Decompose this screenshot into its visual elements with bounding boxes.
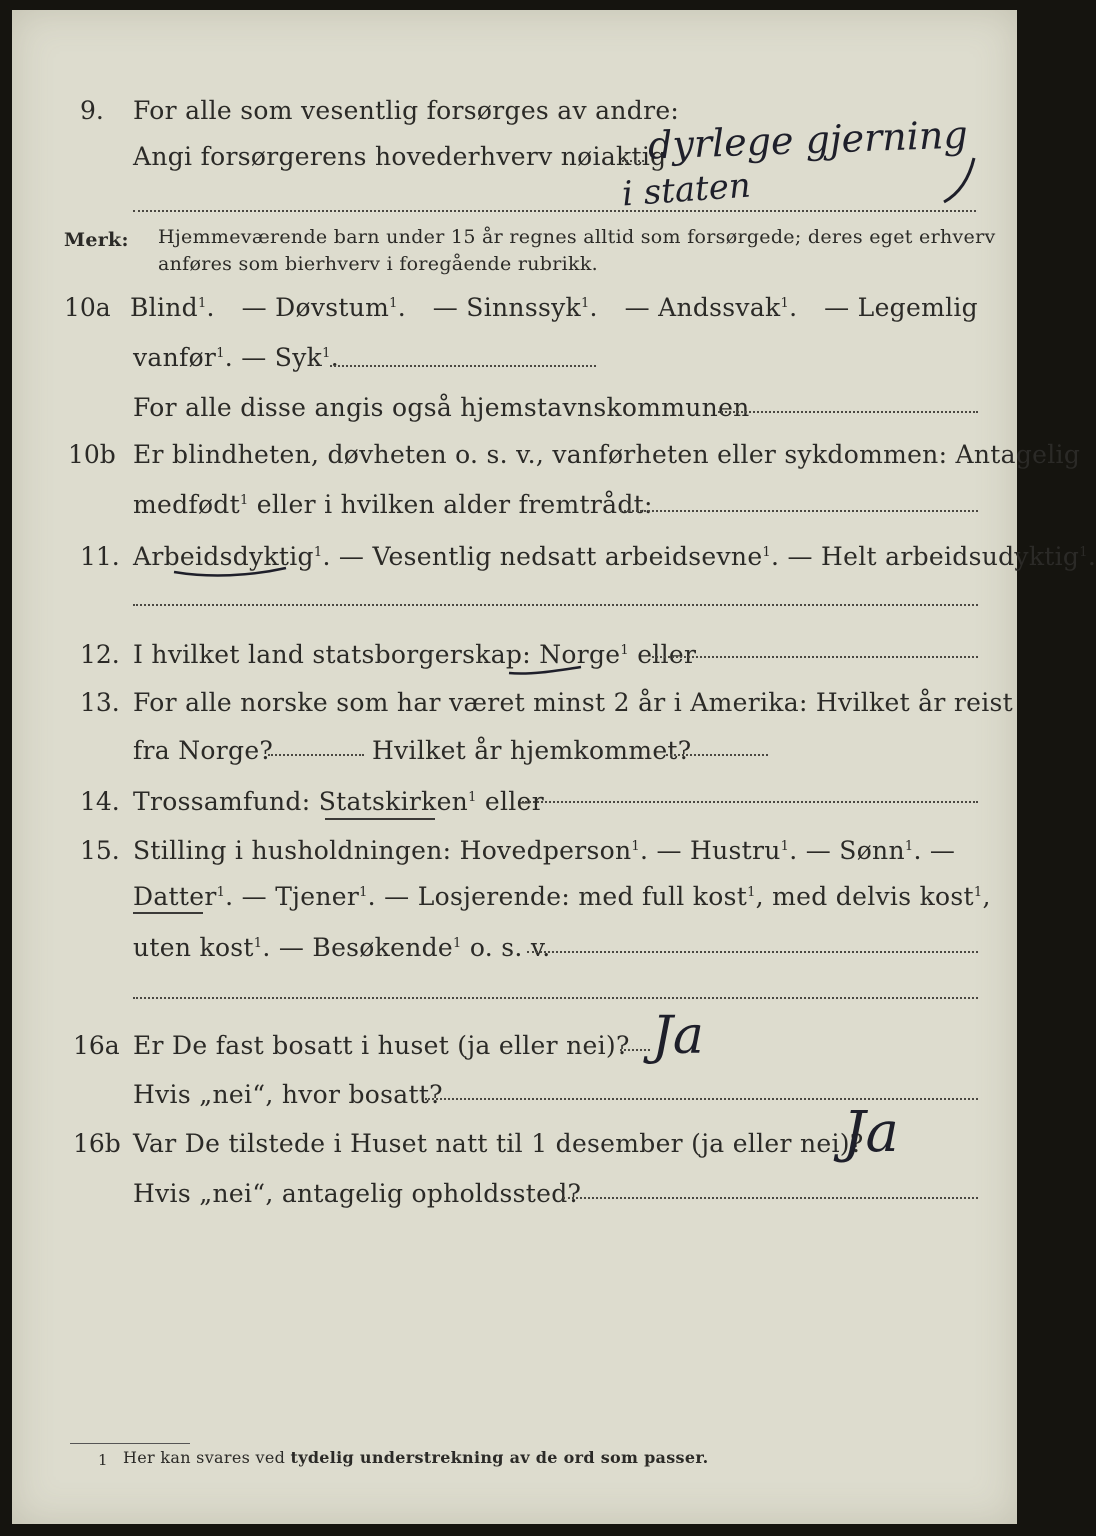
q11-dotline [133, 604, 978, 606]
q16a-dotline-1 [620, 1049, 650, 1051]
footnote-mark: 1 [98, 1451, 108, 1469]
q16b-number: 16b [73, 1129, 121, 1158]
q16b-dotline [563, 1197, 978, 1199]
q12-norge: Norge [539, 640, 621, 669]
q9-number: 9. [80, 96, 104, 125]
q16a-line1: Er De fast bosatt i huset (ja eller nei)? [133, 1031, 630, 1060]
q10a-hjemstavn-dotline [718, 411, 978, 413]
q11-arbeidsdyktig: Arbeidsdyktig [133, 542, 314, 571]
q15-number: 15. [80, 836, 120, 865]
q16b-line2: Hvis „nei“, antagelig opholdssted? [133, 1179, 582, 1208]
q10a-syk-dotline [330, 365, 596, 367]
merk-label: Merk: [64, 229, 129, 251]
q13-line2-a: fra Norge? [133, 736, 274, 765]
q9-second-dotline [133, 210, 976, 212]
merk-line1: Hjemmeværende barn under 15 år regnes alltid som forsørgede; deres eget erhverv [158, 226, 996, 248]
q16b-handwritten-answer: Ja [843, 1100, 899, 1165]
q10b-dotline [620, 510, 978, 512]
q9-handwritten-answer-1: dyrlege gjerning [647, 112, 969, 168]
q16a-number: 16a [73, 1031, 120, 1060]
q9-answer-dotline [622, 160, 644, 162]
q15-line2: Datter$^1$. — Tjener$^1$. — Losjerende: med full kost$^1$, med delvis kost$^1$, [133, 882, 991, 911]
q13-number: 13. [80, 688, 120, 717]
q10a-dovstum: — Døvstum$^1$. [241, 293, 406, 322]
q14-statskirken: Statskirken [318, 787, 469, 816]
q15-datter: Datter [133, 882, 217, 911]
q13-line1: For alle norske som har været minst 2 år i Amerika: Hvilket år reist [133, 688, 1014, 717]
q10a-line1 [130, 293, 978, 322]
q10a-number: 10a [64, 293, 111, 322]
footnote-rule [70, 1443, 190, 1444]
q10a-line3: For alle disse angis også hjemstavnskommunen [133, 393, 750, 422]
q10a-blind: Blind$^1$. [130, 293, 215, 322]
q11-underline-stroke-icon [170, 560, 290, 582]
q15-dotline-2 [133, 997, 978, 999]
q14-dotline [522, 801, 978, 803]
q13-line2-b: Hvilket år hjemkommet? [372, 736, 692, 765]
q16a-line2: Hvis „nei“, hvor bosatt? [133, 1080, 443, 1109]
q12-dotline [652, 656, 978, 658]
q12-line: I hvilket land statsborgerskap: Norge$^1$ eller [133, 640, 697, 669]
q15-dotline-1 [527, 951, 978, 953]
q9-line1: For alle som vesentlig forsørges av andre: [133, 96, 680, 125]
q10b-line2: medfødt$^1$ eller i hvilken alder fremtrådt: [133, 490, 653, 519]
q15-underline [133, 912, 203, 914]
handwritten-stroke-icon [940, 150, 980, 210]
q11-line: Arbeidsdyktig$^1$. — Vesentlig nedsatt arbeidsevne$^1$. — Helt arbeidsudyktig$^1$. [133, 542, 1096, 571]
q10a-sinnssyk: — Sinnssyk$^1$. [432, 293, 598, 322]
q12-underline-stroke-icon [505, 663, 585, 679]
q14-underline [325, 818, 435, 820]
q16b-line1: Var De tilstede i Huset natt til 1 desember (ja eller nei)? [133, 1129, 864, 1158]
q10b-number: 10b [68, 440, 116, 469]
q13-reist-dotline [268, 754, 364, 756]
q10a-line2: vanfør$^1$. — Syk$^1$. [133, 343, 339, 372]
q14-line: Trossamfund: Statskirken$^1$ eller [133, 787, 544, 816]
q15-line3: uten kost$^1$. — Besøkende$^1$ o. s. v. [133, 933, 551, 962]
merk-line2: anføres som bierhverv i foregående rubrikk. [158, 253, 598, 275]
q11-number: 11. [80, 542, 120, 571]
q16a-handwritten-answer: Ja [652, 1006, 704, 1066]
q9-handwritten-answer-2: i staten [620, 165, 752, 215]
q13-hjemkommet-dotline [666, 754, 768, 756]
q9-line2: Angi forsørgerens hovederhverv nøiaktig [133, 142, 667, 171]
q10a-andssvak: — Andssvak$^1$. [624, 293, 798, 322]
q10a-legemlig: — Legemlig [824, 293, 978, 322]
q10b-line1: Er blindheten, døvheten o. s. v., vanførheten eller sykdommen: Antagelig [133, 440, 1081, 469]
q12-number: 12. [80, 640, 120, 669]
q15-line1: Stilling i husholdningen: Hovedperson$^1$. — Hustru$^1$. — Sønn$^1$. — [133, 836, 956, 865]
footnote-text: Her kan svares ved tydelig understrekning av de ord som passer. [123, 1448, 709, 1467]
q14-number: 14. [80, 787, 120, 816]
